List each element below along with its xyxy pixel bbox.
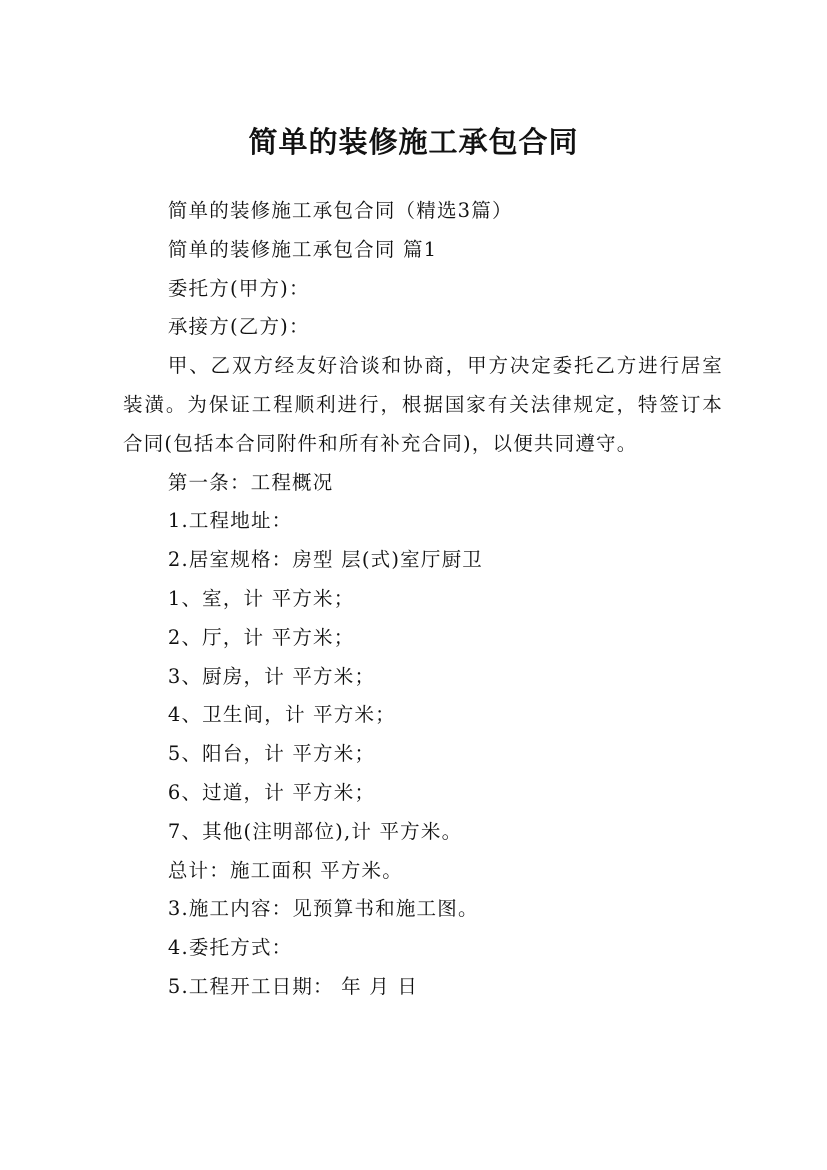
list-item: 5、阳台，计 平方米； [167, 742, 376, 766]
party-b-line: 承接方(乙方)： [167, 315, 310, 339]
list-item: 2、厅，计 平方米； [167, 625, 355, 649]
list-item: 3、厨房，计 平方米； [167, 664, 376, 688]
party-a-line: 委托方(甲方)： [167, 276, 310, 300]
subtitle-paragraph: 简单的装修施工承包合同（精选3篇） [167, 199, 513, 222]
list-item: 6、过道，计 平方米； [167, 780, 376, 804]
list-item: 3.施工内容：见预算书和施工图。 [167, 897, 479, 921]
document-title: 简单的装修施工承包合同 [248, 125, 579, 160]
article-heading: 第一条：工程概况 [167, 470, 334, 494]
section-heading: 简单的装修施工承包合同 篇1 [167, 237, 438, 261]
list-item: 1.工程地址： [167, 509, 293, 533]
intro-paragraph: 甲、乙双方经友好洽谈和协商，甲方决定委托乙方进行居室装潢。为保证工程顺利进行，根据国家有关法律规定，特签订本合同(包括本合同附件和所有补充合同)，以便共同遵守。 [123, 354, 723, 455]
list-item: 1、室，计 平方米； [167, 586, 355, 610]
list-item: 7、其他(注明部位),计 平方米。 [167, 819, 463, 843]
total-line: 总计：施工面积 平方米。 [167, 858, 403, 882]
list-item: 5.工程开工日期： 年 月 日 [167, 974, 419, 998]
list-item: 2.居室规格：房型 层(式)室厅厨卫 [167, 548, 483, 572]
list-item: 4、卫生间，计 平方米； [167, 703, 396, 727]
document-body [123, 192, 723, 1007]
list-item: 4.委托方式： [167, 936, 293, 960]
